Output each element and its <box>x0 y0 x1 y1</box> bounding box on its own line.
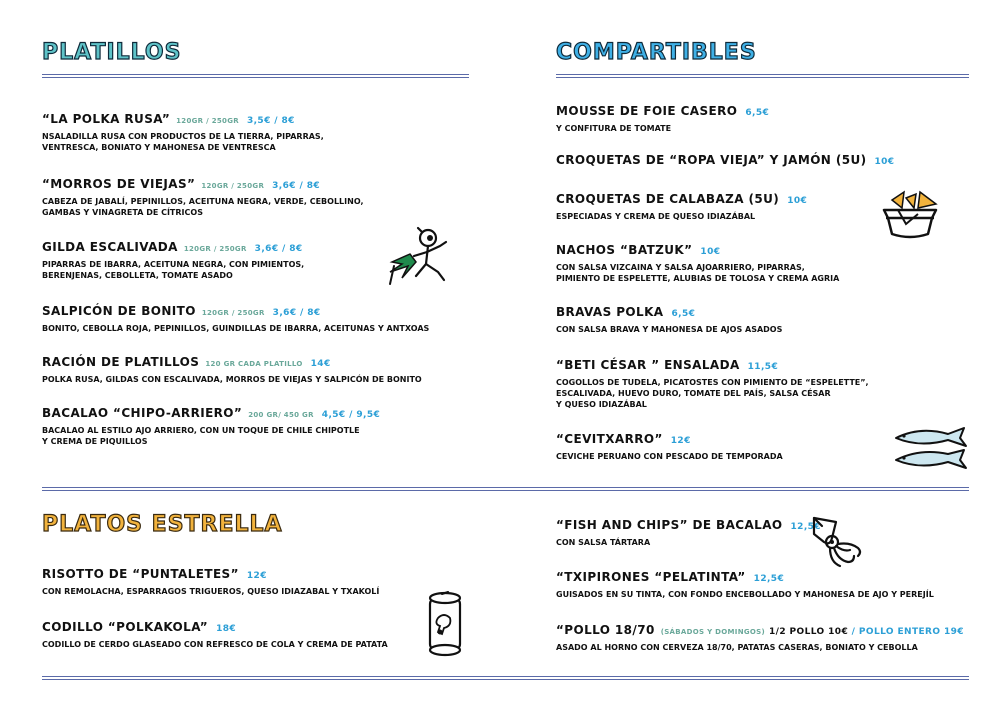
item-note: (SÁBADOS Y DOMINGOS) <box>660 628 766 636</box>
menu-item <box>556 192 807 222</box>
squid-icon <box>806 512 870 570</box>
description-line: CON SALSA VIZCAINA Y SALSA AJOARRIERO, PIPARRAS, <box>556 263 805 272</box>
description-line: CON REMOLACHA, ESPARRAGOS TRIGUEROS, QUESO IDIAZABAL Y TXAKOLÍ <box>42 587 380 596</box>
item-name: BACALAO “CHIPO-ARRIERO” <box>42 406 243 420</box>
description-line: PIMIENTO DE ESPELETTE, ALUBIAS DE TOLOSA Y CREMA AGRIA <box>556 274 840 283</box>
item-description <box>556 589 934 600</box>
item-description <box>42 196 363 218</box>
nachos-bowl-icon <box>876 188 944 246</box>
description-line: BONITO, CEBOLLA ROJA, PEPINILLOS, GUINDILLAS DE IBARRA, ACEITUNAS Y ANTXOAS <box>42 324 430 333</box>
divider-middle <box>42 487 969 488</box>
item-description <box>556 211 807 222</box>
item-description <box>42 639 388 650</box>
divider-bottom <box>42 676 969 677</box>
description-line: BACALAO AL ESTILO AJO ARRIERO, CON UN TOQUE DE CHILE CHIPOTLE <box>42 426 360 435</box>
item-price-whole: POLLO ENTERO 19€ <box>858 627 964 637</box>
item-price: 3,6€ / 8€ <box>272 181 321 191</box>
description-line: BERENJENAS, CEBOLLETA, TOMATE ASADO <box>42 271 233 280</box>
item-description <box>42 425 380 447</box>
description-line: ASADO AL HORNO CON CERVEZA 18/70, PATATAS CASERAS, BONIATO Y CEBOLLA <box>556 643 918 652</box>
item-price: 10€ <box>787 196 808 206</box>
menu-item <box>556 243 839 284</box>
item-name: RISOTTO DE “PUNTALETES” <box>42 567 239 581</box>
item-description <box>556 642 964 653</box>
fish-icon <box>890 422 970 472</box>
description-line: CODILLO DE CERDO GLASEADO CON REFRESCO DE COLA Y CREMA DE PATATA <box>42 640 388 649</box>
menu-item <box>42 567 379 597</box>
item-name: GILDA ESCALIVADA <box>42 240 178 254</box>
item-name: CROQUETAS DE “ROPA VIEJA” Y JAMÓN (5U) <box>556 153 867 167</box>
menu-item <box>556 570 934 600</box>
item-description <box>556 537 821 548</box>
item-name: “BETI CÉSAR ” ENSALADA <box>556 358 740 372</box>
description-line: POLKA RUSA, GILDAS CON ESCALIVADA, MORROS DE VIEJAS Y SALPICÓN DE BONITO <box>42 375 422 384</box>
description-line: CABEZA DE JABALÍ, PEPINILLOS, ACEITUNA NEGRA, VERDE, CEBOLLINO, <box>42 197 364 206</box>
menu-item <box>556 104 769 134</box>
item-name: “CEVITXARRO” <box>556 432 663 446</box>
item-name: NACHOS “BATZUK” <box>556 243 693 257</box>
divider-top-right <box>556 74 969 75</box>
item-description <box>42 586 379 597</box>
item-price: 18€ <box>216 624 237 634</box>
menu-item <box>42 304 429 334</box>
item-price: 12,5€ <box>753 574 785 584</box>
item-note: 120GR / 250GR <box>183 245 247 253</box>
running-figure-icon <box>388 226 454 286</box>
description-line: VENTRESCA, BONIATO Y MAHONESA DE VENTRESCA <box>42 143 276 152</box>
item-price: 3,5€ / 8€ <box>246 116 295 126</box>
item-price: 10€ <box>700 247 721 257</box>
item-name: “LA POLKA RUSA” <box>42 112 171 126</box>
price-separator: / <box>848 627 859 637</box>
section-title-platos-estrella: PLATOS ESTRELLA <box>42 512 283 537</box>
menu-item <box>556 305 782 335</box>
item-price: 11,5€ <box>747 362 779 372</box>
description-line: Y QUESO IDIAZÁBAL <box>556 400 647 409</box>
item-description <box>42 374 422 385</box>
item-price: 6,5€ <box>745 108 770 118</box>
item-name: “FISH AND CHIPS” DE BACALAO <box>556 518 783 532</box>
item-price: 12,5€ <box>790 522 821 532</box>
description-line: Y CREMA DE PIQUILLOS <box>42 437 148 446</box>
menu-item <box>42 355 422 385</box>
item-name: “MORROS DE VIEJAS” <box>42 177 196 191</box>
description-line: COGOLLOS DE TUDELA, PICATOSTES CON PIMIENTO DE “ESPELETTE”, <box>556 378 869 387</box>
item-name: SALPICÓN DE BONITO <box>42 304 196 318</box>
description-line: CON SALSA BRAVA Y MAHONESA DE AJOS ASADOS <box>556 325 783 334</box>
item-name: RACIÓN DE PLATILLOS <box>42 355 200 369</box>
menu-item <box>42 406 380 447</box>
menu-item <box>556 623 964 653</box>
menu-item <box>42 620 388 650</box>
item-description <box>556 451 783 462</box>
section-title-compartibles: COMPARTIBLES <box>556 40 757 65</box>
item-price: 12€ <box>246 571 267 581</box>
item-price: 3,6€ / 8€ <box>272 308 321 318</box>
item-name: “TXIPIRONES “PELATINTA” <box>556 570 746 584</box>
description-line: ESPECIADAS Y CREMA DE QUESO IDIAZÁBAL <box>556 212 756 221</box>
description-line: PIPARRAS DE IBARRA, ACEITUNA NEGRA, CON PIMIENTOS, <box>42 260 305 269</box>
item-description <box>42 323 429 334</box>
item-price: 3,6€ / 8€ <box>254 244 303 254</box>
item-price: 14€ <box>310 359 331 369</box>
item-name: CODILLO “POLKAKOLA” <box>42 620 209 634</box>
description-line: GUISADOS EN SU TINTA, CON FONDO ENCEBOLLADO Y MAHONESA DE AJO Y PEREJÍL <box>556 590 934 599</box>
menu-item <box>556 153 894 169</box>
item-price: 10€ <box>874 157 895 167</box>
item-note: 120GR / 250GR <box>176 117 239 125</box>
description-line: CEVICHE PERUANO CON PESCADO DE TEMPORADA <box>556 452 783 461</box>
menu-item <box>556 518 821 548</box>
item-price-half: 1/2 POLLO 10€ <box>769 627 849 637</box>
description-line: ESCALIVADA, HUEVO DURO, TOMATE DEL PAÍS, SALSA CÉSAR <box>556 389 831 398</box>
item-description <box>556 377 869 410</box>
item-price: 12€ <box>670 436 691 446</box>
menu-item <box>42 112 324 153</box>
item-name: “POLLO 18/70 <box>556 623 655 637</box>
item-price: 6,5€ <box>671 309 696 319</box>
soda-can-icon <box>424 588 466 658</box>
menu-item <box>556 358 869 410</box>
description-line: Y CONFITURA DE TOMATE <box>556 124 672 133</box>
item-note: 120GR / 250GR <box>201 309 265 317</box>
menu-item <box>556 432 783 462</box>
item-description <box>556 123 769 134</box>
item-description <box>42 259 304 281</box>
menu-item <box>42 240 304 281</box>
item-price: 4,5€ / 9,5€ <box>321 410 381 420</box>
description-line: CON SALSA TÁRTARA <box>556 538 651 547</box>
item-description <box>42 131 324 153</box>
item-note: 120GR / 250GR <box>201 182 265 190</box>
section-title-platillos: PLATILLOS <box>42 40 182 65</box>
menu-item <box>42 177 363 218</box>
item-name: BRAVAS POLKA <box>556 305 664 319</box>
description-line: GAMBAS Y VINAGRETA DE CÍTRICOS <box>42 208 203 217</box>
description-line: NSALADILLA RUSA CON PRODUCTOS DE LA TIERRA, PIPARRAS, <box>42 132 324 141</box>
divider-top-left <box>42 74 469 75</box>
item-description <box>556 262 839 284</box>
item-description <box>556 324 782 335</box>
item-name: MOUSSE DE FOIE CASERO <box>556 104 738 118</box>
item-note: 200 GR/ 450 GR <box>248 411 314 419</box>
item-note: 120 GR CADA PLATILLO <box>205 360 303 368</box>
item-name: CROQUETAS DE CALABAZA (5U) <box>556 192 780 206</box>
